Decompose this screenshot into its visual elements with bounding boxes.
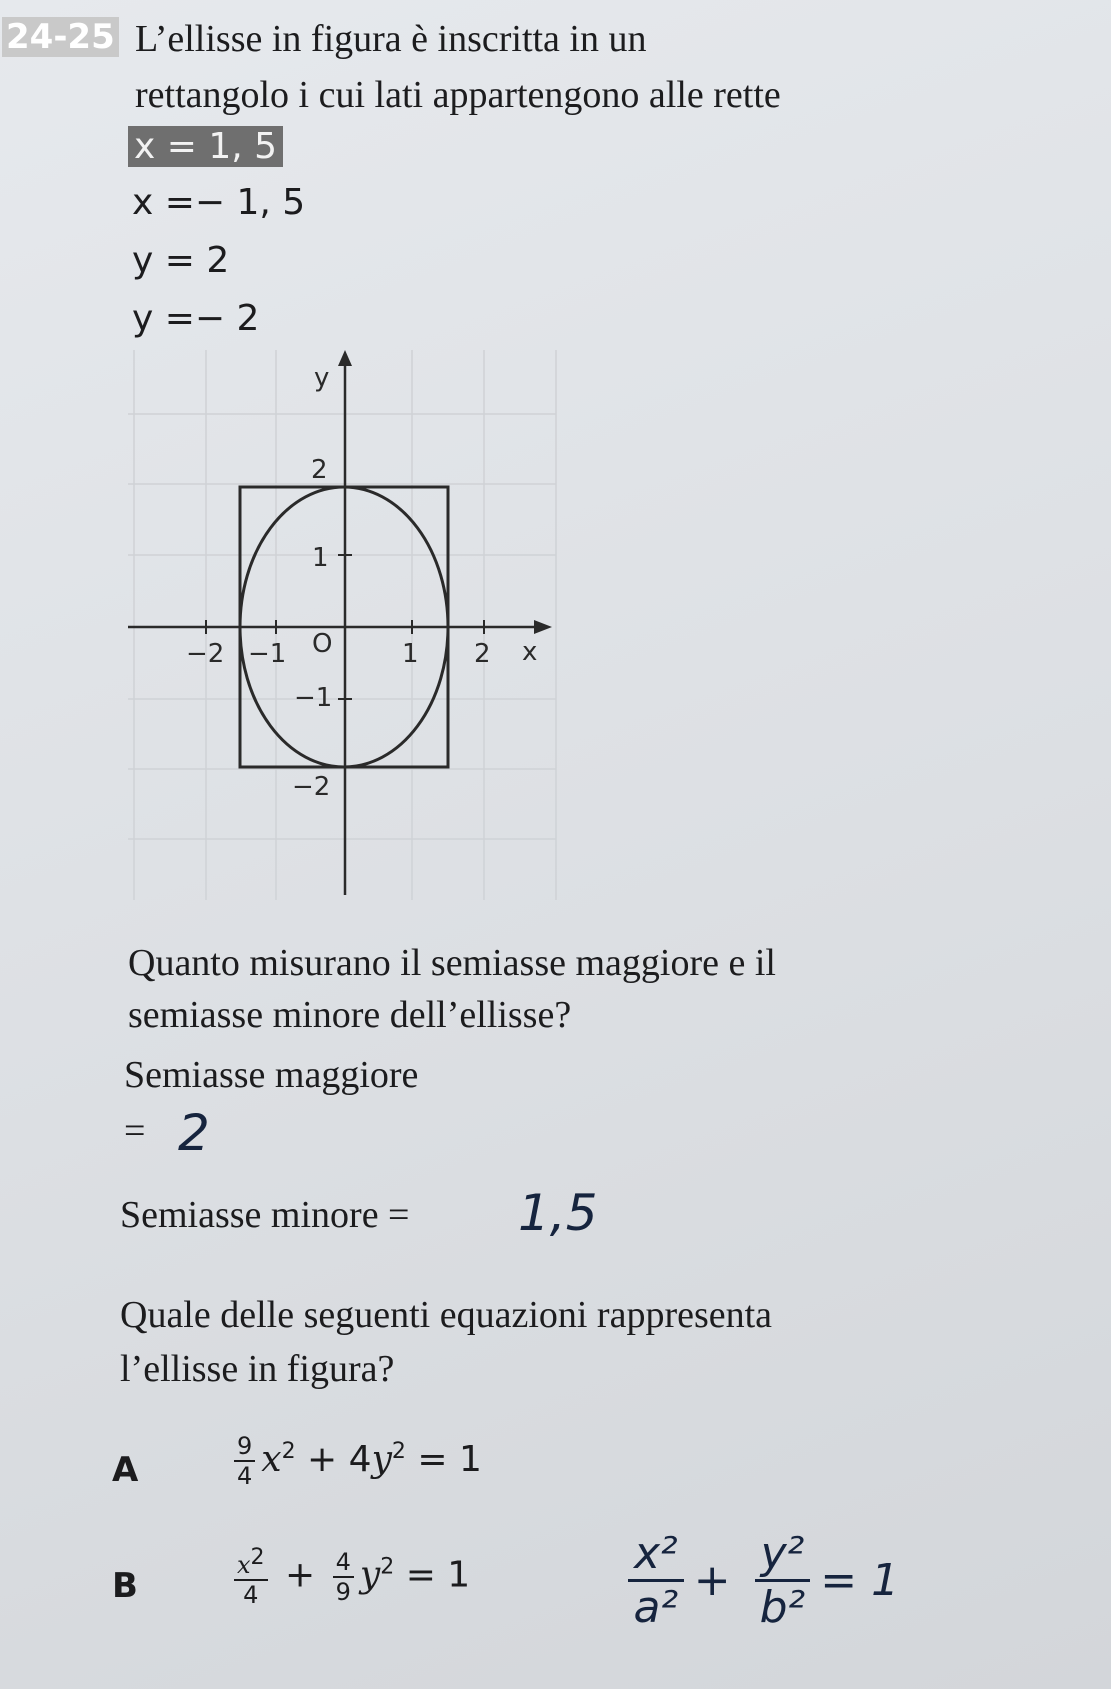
minor-axis-label: Semiasse minore =: [120, 1194, 410, 1236]
question1-line2: semiasse minore dell’ellisse?: [128, 994, 572, 1036]
y-axis-arrow: [338, 350, 352, 366]
option-b-equation: $\frac{x^2}{4}$ + $\frac{4}{9}$ $y^2 = 1$: [228, 1544, 470, 1609]
tick-x-neg1: −1: [248, 639, 287, 669]
y-axis-label: y: [314, 363, 330, 393]
tick-x-neg2: −2: [186, 639, 225, 669]
option-a[interactable]: [112, 1450, 138, 1490]
line-x-pos: x = 1, 5: [128, 126, 283, 167]
origin-label: O: [312, 629, 333, 659]
question2-line2: l’ellisse in figura?: [120, 1348, 395, 1390]
exercise-number: 24-25: [2, 18, 119, 56]
tick-x-2: 2: [474, 639, 491, 669]
major-axis-answer: 2: [178, 1104, 210, 1162]
question1-line1: Quanto misurano il semiasse maggiore e il: [128, 942, 776, 984]
question2-line1: Quale delle seguenti equazioni rappresenta: [120, 1294, 773, 1336]
line-x-neg: x =− 1, 5: [132, 182, 306, 223]
option-a-equation: $\frac{9}{4}$ $x^2 + 4y^2 = 1$: [228, 1432, 482, 1490]
exercise-text-line1: L’ellisse in figura è inscritta in un: [135, 18, 647, 60]
option-a-letter: A: [112, 1450, 139, 1490]
ellipse-figure: [128, 350, 558, 910]
minor-axis-answer: 1,5: [518, 1184, 598, 1242]
line-y-pos: y = 2: [132, 240, 230, 281]
handwritten-formula: $\frac{\text{x²}}{\text{a²}}$ + $\frac{\text{y²}}{\text{b²}}$ = 1: [628, 1528, 899, 1633]
x-axis-label: x: [522, 637, 538, 667]
option-b-letter: B: [112, 1566, 138, 1606]
tick-y-neg1: −1: [294, 683, 333, 713]
tick-y-2: 2: [311, 455, 328, 485]
tick-y-1: 1: [312, 543, 329, 573]
option-b[interactable]: [112, 1566, 138, 1606]
tick-y-neg2: −2: [292, 772, 331, 802]
x-axis-arrow: [534, 620, 552, 634]
exercise-text-line2: rettangolo i cui lati appartengono alle rette: [135, 74, 781, 116]
line-y-neg: y =− 2: [132, 298, 260, 339]
major-axis-label: Semiasse maggiore: [124, 1054, 419, 1096]
major-axis-equals: =: [124, 1110, 146, 1152]
grid: [128, 350, 556, 900]
tick-x-1: 1: [402, 639, 419, 669]
